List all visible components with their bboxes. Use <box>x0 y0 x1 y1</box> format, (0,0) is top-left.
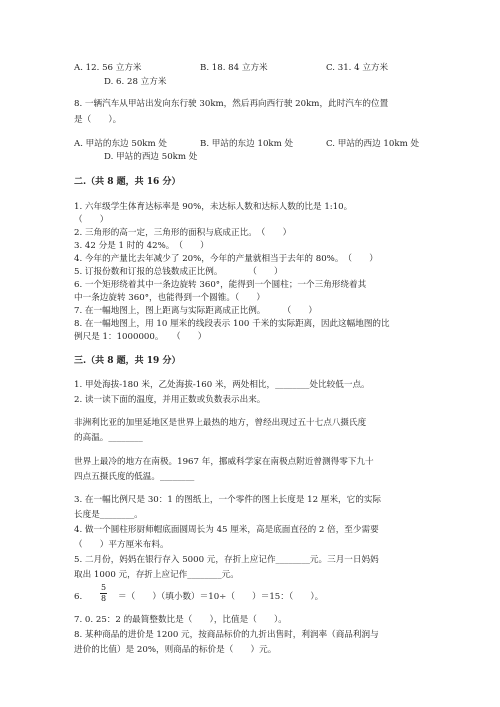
section-3-line: 四点五摄氏度的低温。________ <box>74 472 195 482</box>
section-2-line: （ ） <box>74 215 109 225</box>
section-2-heading: 二.（共 8 题，共 16 分） <box>74 177 181 187</box>
section-3-line: 8. 某种商品的进价是 1200 元，按商品标价的九折出售时，利润率（商品利润与 <box>74 630 379 640</box>
fraction-numerator: 5 <box>101 583 107 592</box>
section-3-line: 非洲利比亚的加里延地区是世界上最热的地方，曾经出现过五十七点八摄氏度 <box>74 418 367 428</box>
q8-option-c: C. 甲站的西边 10km 处 <box>326 139 420 149</box>
section-3-line: 1. 甲处海拔-180 米，乙处海拔-160 米，两处相比，________处比较低一点。 <box>74 380 370 390</box>
question-6-label: 6. <box>74 592 83 602</box>
section-3-line: 长度是________。 <box>74 510 143 520</box>
section-2-line: 4. 今年的产量比去年减少了 20%，今年的产量就相当于去年的 80%。 （ ） <box>74 254 378 264</box>
section-3-line: （ ）平方厘米布料。 <box>74 540 169 550</box>
section-2-line: 中一条边旋转 360°，也能得到一个圆锥。（ ） <box>74 293 266 303</box>
q8-option-a: A. 甲站的东边 50km 处 <box>74 139 167 149</box>
option-d: D. 6. 28 立方米 <box>104 77 167 87</box>
section-3-line: 4. 做一个圆柱形厨师帽底面圆周长为 45 厘米，高是底面直径的 2 倍，至少需要 <box>74 525 379 535</box>
option-c: C. 31. 4 立方米 <box>326 63 389 73</box>
section-3-line: 取出 1000 元，存折上应记作________元。 <box>74 570 239 580</box>
section-2-line: 5. 订报份数和订报的总钱数成正比例。 （ ） <box>74 267 283 277</box>
section-3-line: 3. 在一幅比例尺是 30：1 的图纸上，一个零件的图上长度是 12 厘米，它的实际 <box>74 495 382 505</box>
q8-option-b: B. 甲站的东边 10km 处 <box>200 139 294 149</box>
section-3-line: 世界上最冷的地方在南极。1967 年，挪威科学家在南极点附近曾测得零下九十 <box>74 457 374 467</box>
section-2-line: 8. 在一幅地图上，用 10 厘米的线段表示 100 千米的实际距离，因此这幅地图的比 <box>74 319 390 329</box>
section-3-line: 进价的比值）是 20%，则商品的标价是（ ）元。 <box>74 645 277 655</box>
q8-option-d: D. 甲站的西边 50km 处 <box>104 152 198 162</box>
section-3-line: 2. 读一读下面的温度，并用正数或负数表示出来。 <box>74 395 266 405</box>
section-3-line: 的高温。________ <box>74 433 143 443</box>
fraction <box>100 583 107 604</box>
section-2-line: 1. 六年级学生体育达标率是 90%，未达标人数和达标人数的比是 1:10。 <box>74 202 353 212</box>
option-a: A. 12. 56 立方米 <box>74 63 142 73</box>
section-2-line: 3. 42 分是 1 时的 42%。 （ ） <box>74 241 209 251</box>
section-2-line: 例尺是 1：1000000。 （ ） <box>74 332 207 342</box>
section-3-line: 7. 0. 25：2 的最简整数比是（ ），比值是（ ）。 <box>74 615 287 625</box>
option-b: B. 18. 84 立方米 <box>200 63 268 73</box>
section-2-line: 2. 三角形的高一定，三角形的面积与底成正比。 （ ） <box>74 228 292 238</box>
question-8-line1: 8. 一辆汽车从甲站出发向东行驶 30km，然后再向西行驶 20km，此时汽车的位置 <box>74 99 389 109</box>
question-6-rest: ＝（ ）（填小数）＝10÷（ ）＝15：（ ）。 <box>118 592 324 602</box>
fraction-denominator: 8 <box>101 594 107 603</box>
question-8-line2: 是（ ）。 <box>74 115 122 125</box>
section-2-line: 7. 在一幅地图上，图上距离与实际距离成正比例。 （ ） <box>74 306 317 316</box>
section-2-line: 6. 一个矩形绕着其中一条边旋转 360°，能得到一个圆柱；一个三角形绕着其 <box>74 280 367 290</box>
section-3-line: 5. 二月份，妈妈在银行存入 5000 元，存折上应记作________元。三月一日妈妈 <box>74 555 379 565</box>
section-3-heading: 三.（共 8 题，共 19 分） <box>74 356 181 366</box>
